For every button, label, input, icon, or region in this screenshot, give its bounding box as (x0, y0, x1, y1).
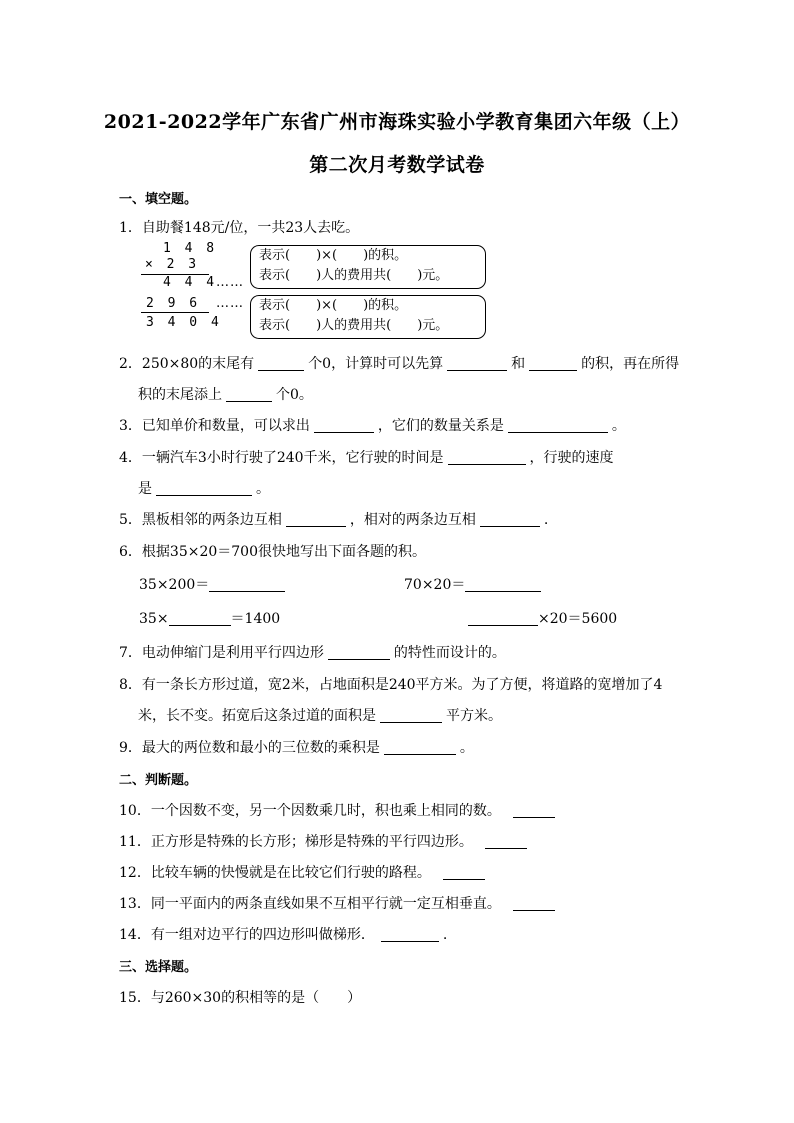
answer-blank[interactable] (314, 418, 374, 433)
calc-row-partial-1: 4 4 4 (163, 275, 218, 290)
answer-blank[interactable] (169, 611, 231, 626)
answer-blank[interactable] (465, 577, 541, 592)
question-12: 12．比较车辆的快慢就是在比较它们行驶的路程。 (119, 862, 489, 882)
question-6-stem: 6．根据35×20＝700很快地写出下面各题的积。 (119, 544, 426, 560)
question-6-part-3: 35× ＝1400 (139, 611, 281, 627)
question-15: 15．与260×30的积相等的是（ ） (119, 990, 362, 1006)
calc-row-partial-2: 2 9 6 (146, 296, 201, 311)
calc-rule-2 (141, 312, 209, 313)
answer-blank[interactable] (468, 611, 538, 626)
question-2-line-2: 积的末尾添上 个0。 (138, 387, 313, 403)
answer-blank[interactable] (447, 356, 507, 371)
question-1-stem: 1．自助餐148元/位，一共23人去吃。 (119, 220, 360, 236)
answer-blank[interactable] (513, 896, 555, 911)
box-2-line-1: 表示( )×( )的积。 (259, 298, 408, 313)
question-5: 5．黑板相邻的两条边互相 ，相对的两条边互相 . (119, 512, 549, 528)
section-true-false: 二、判断题。 (119, 773, 198, 788)
question-11: 11．正方形是特殊的长方形；梯形是特殊的平行四边形。 (119, 831, 531, 851)
question-4-line-1: 4．一辆汽车3小时行驶了240千米，它行驶的时间是 ，行驶的速度 (119, 450, 614, 466)
answer-blank[interactable] (443, 865, 485, 880)
answer-blank[interactable] (156, 481, 252, 496)
answer-blank[interactable] (328, 645, 390, 660)
question-13: 13．同一平面内的两条直线如果不互相平行就一定互相垂直。 (119, 893, 559, 913)
calc-row-product: 3 4 0 4 (146, 315, 222, 330)
question-8-line-1: 8．有一条长方形过道，宽2米，占地面积是240平方米。为了方便，将道路的宽增加了4 (119, 677, 663, 693)
section-multiple-choice: 三、选择题。 (119, 960, 198, 975)
question-2-line-1: 2．250×80的末尾有 个0，计算时可以先算 和 的积，再在所得 (119, 356, 680, 372)
question-7: 7．电动伸缩门是利用平行四边形 的特性而设计的。 (119, 645, 506, 661)
box-1-line-1: 表示( )×( )的积。 (259, 248, 408, 263)
answer-blank[interactable] (480, 512, 540, 527)
question-9: 9．最大的两位数和最小的三位数的乘积是 。 (119, 740, 474, 756)
question-6-part-4: ×20＝5600 (468, 608, 617, 628)
answer-blank[interactable] (381, 927, 439, 942)
explanation-box-1 (250, 245, 486, 289)
answer-blank[interactable] (209, 577, 285, 592)
question-14: 14．有一组对边平行的四边形叫做梯形． . (119, 927, 448, 943)
question-8-line-2: 米，长不变。拓宽后这条过道的面积是 平方米。 (138, 708, 502, 724)
question-3: 3．已知单价和数量，可以求出 ，它们的数量关系是 。 (119, 418, 626, 434)
answer-blank[interactable] (513, 803, 555, 818)
answer-blank[interactable] (258, 356, 304, 371)
calc-dots-2: …… (216, 296, 244, 311)
answer-blank[interactable] (529, 356, 577, 371)
calc-row-multiplier: × 2 3 (145, 257, 200, 272)
section-fill-in: 一、填空题。 (119, 192, 198, 207)
answer-blank[interactable] (380, 708, 442, 723)
exam-title-line1: 2021-2022学年广东省广州市海珠实验小学教育集团六年级（上） (103, 111, 691, 133)
question-6-part-1: 35×200＝ (139, 574, 285, 594)
question-10: 10．一个因数不变，另一个因数乘几时，积也乘上相同的数。 (119, 800, 559, 820)
answer-blank[interactable] (448, 450, 526, 465)
answer-blank[interactable] (286, 512, 346, 527)
answer-blank[interactable] (384, 740, 456, 755)
answer-blank[interactable] (226, 387, 272, 402)
box-2-line-2: 表示( )人的费用共( )元。 (259, 318, 449, 333)
answer-blank[interactable] (508, 418, 608, 433)
question-6-part-2: 70×20＝ (404, 574, 541, 594)
explanation-box-2 (250, 295, 486, 339)
question-4-line-2: 是 。 (138, 481, 270, 497)
calc-row-multiplicand: 1 4 8 (163, 241, 218, 256)
answer-blank[interactable] (485, 834, 527, 849)
exam-title-line2: 第二次月考数学试卷 (309, 154, 485, 176)
box-1-line-2: 表示( )人的费用共( )元。 (259, 268, 449, 283)
calc-dots-1: …… (216, 275, 244, 290)
